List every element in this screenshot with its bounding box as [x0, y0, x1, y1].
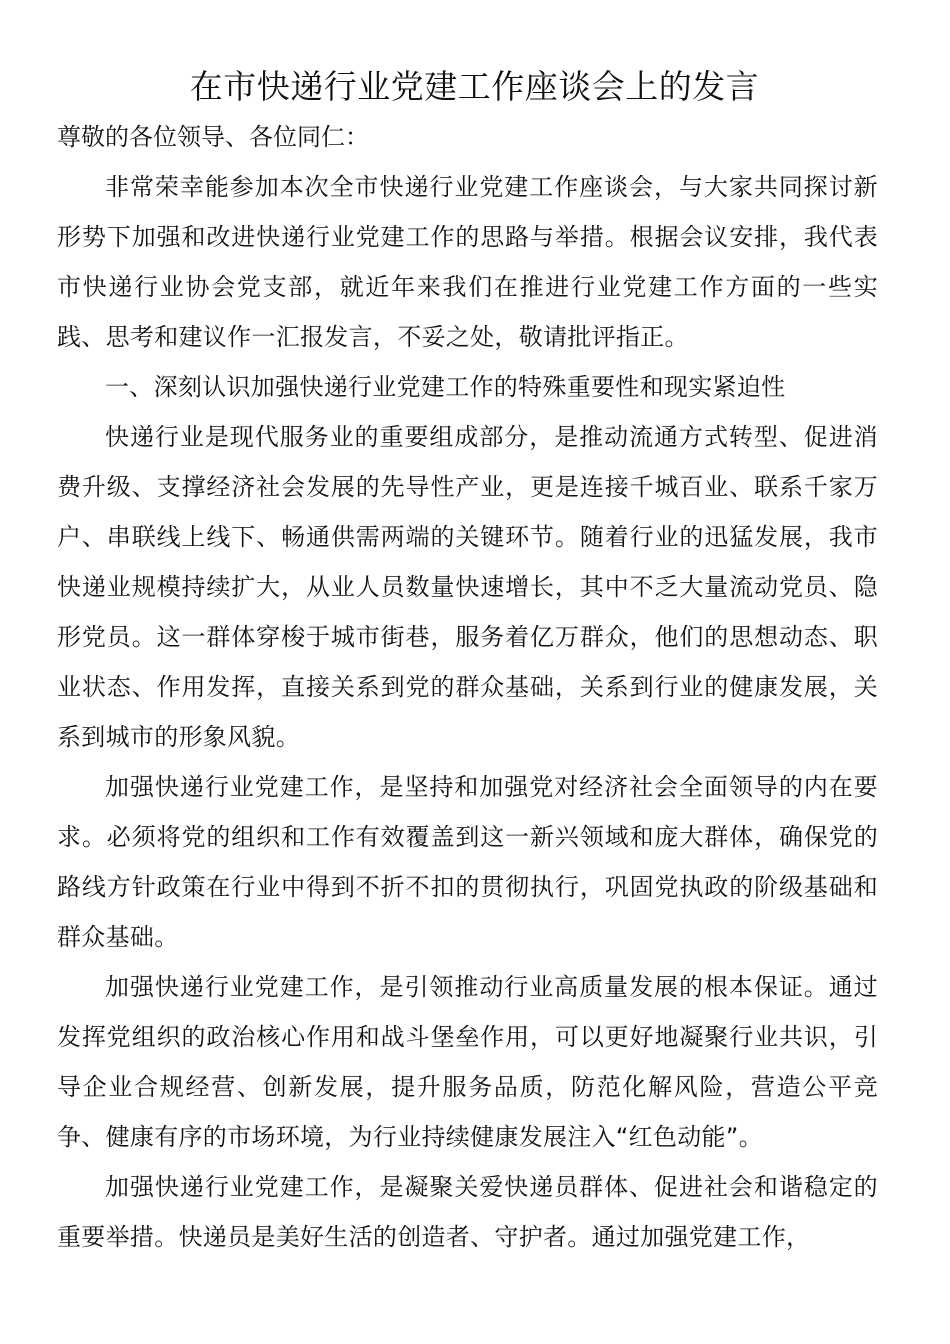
body-paragraph: 加强快递行业党建工作，是引领推动行业高质量发展的根本保证。通过发挥党组织的政治核心作用和战斗堡垒作用，可以更好地凝聚行业共识，引导企业合规经营、创新发展，提升服务品质，防范化解风险，营造公平竞争、健康有序的市场环境，为行业持续健康发展注入“红色动能”。 — [57, 973, 878, 1151]
section-heading: 一、深刻认识加强快递行业党建工作的特殊重要性和现实紧迫性 — [105, 373, 786, 401]
intro-paragraph: 非常荣幸能参加本次全市快递行业党建工作座谈会，与大家共同探讨新形势下加强和改进快递行业党建工作的思路与举措。根据会议安排，我代表市快递行业协会党支部，就近年来我们在推进行业党建工作方面的一些实践、思考和建议作一汇报发言，不妥之处，敬请批评指正。 — [57, 173, 878, 351]
document-title: 在市快递行业党建工作座谈会上的发言 — [189, 67, 760, 106]
salutation: 尊敬的各位领导、各位同仁： — [57, 123, 369, 151]
body-paragraph: 加强快递行业党建工作，是坚持和加强党对经济社会全面领导的内在要求。必须将党的组织和工作有效覆盖到这一新兴领域和庞大群体，确保党的路线方针政策在行业中得到不折不扣的贯彻执行，巩固党执政的阶级基础和群众基础。 — [57, 773, 878, 951]
body-paragraph: 加强快递行业党建工作，是凝聚关爱快递员群体、促进社会和谐稳定的重要举措。快递员是美好生活的创造者、守护者。通过加强党建工作， — [57, 1173, 878, 1251]
body-paragraph: 快递行业是现代服务业的重要组成部分，是推动流通方式转型、促进消费升级、支撑经济社会发展的先导性产业，更是连接千城百业、联系千家万户、串联线上线下、畅通供需两端的关键环节。随着行业的迅猛发展，我市快递业规模持续扩大，从业人员数量快速增长，其中不乏大量流动党员、隐形党员。这一群体穿梭于城市街巷，服务着亿万群众，他们的思想动态、职业状态、作用发挥，直接关系到党的群众基础，关系到行业的健康发展，关系到城市的形象风貌。 — [57, 423, 878, 751]
